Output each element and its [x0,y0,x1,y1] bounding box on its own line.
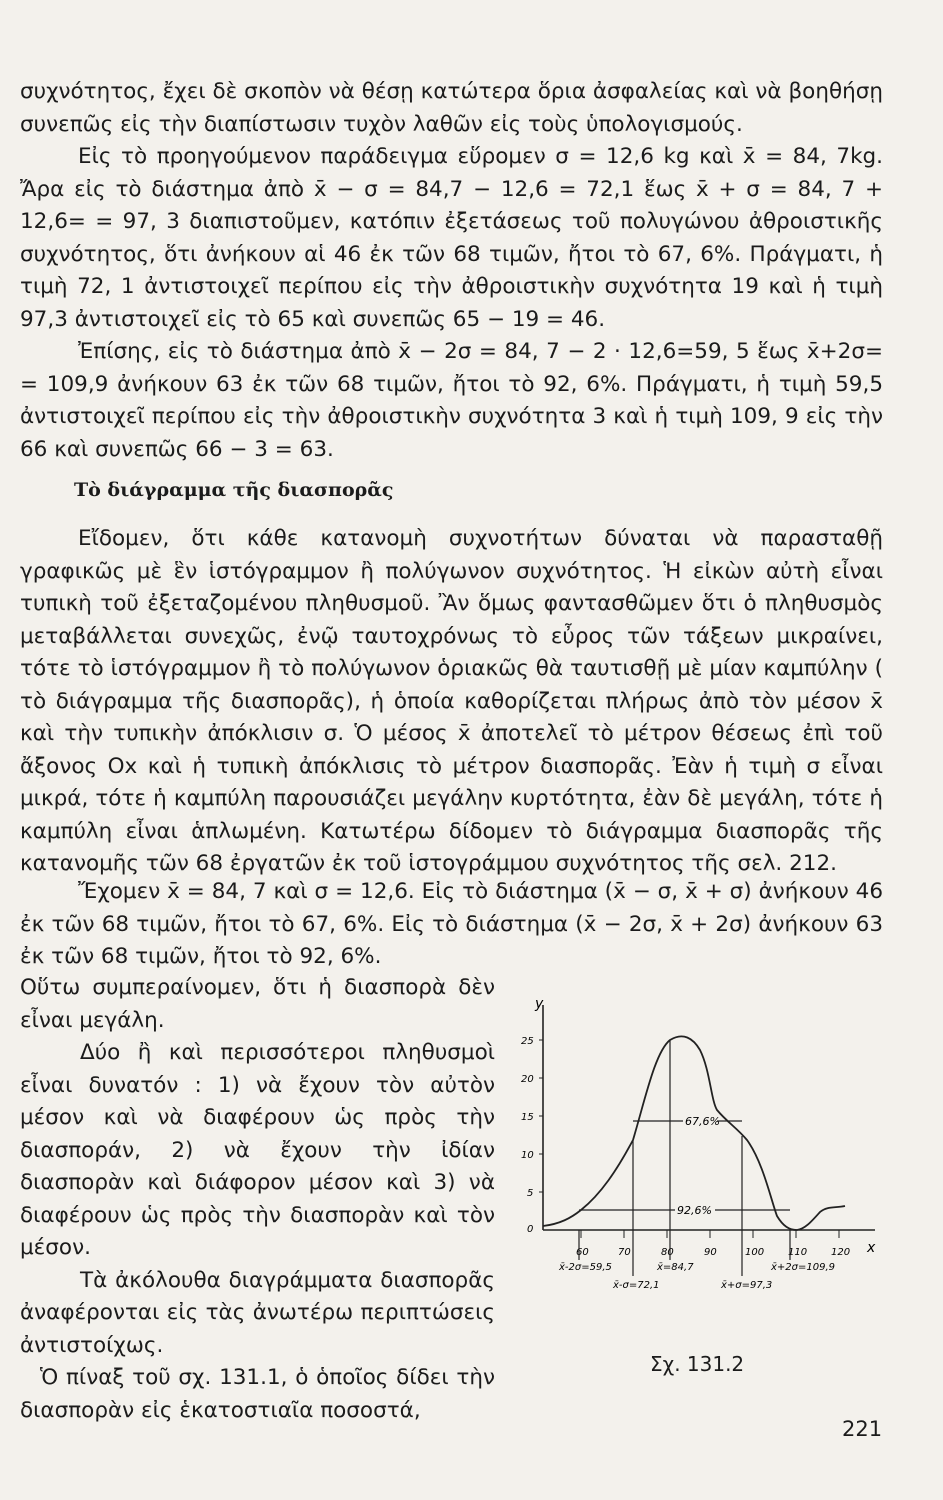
mark-plus1s: x̄+σ=97,3 [721,1280,773,1291]
paragraph-9: Ὁ πίναξ τοῦ σχ. 131.1, ὁ ὁποῖος δίδει τὴν διασπορὰν εἰς ἑκατοστιαῖα ποσοστά, [20,1365,495,1423]
label-1sigma: 67,6% [685,1115,720,1128]
paragraph-6: Οὕτω συμπεραίνομεν, ὅτι ἡ διασπορὰ δὲν εἶναι μεγάλη. [20,975,495,1033]
dispersion-diagram [505,990,885,1320]
interval-1sigma [633,1115,742,1128]
y-tick: 20 [521,1074,534,1085]
sigma-lines [579,1040,790,1276]
section-heading: Τὸ διάγραμμα τῆς διασπορᾶς [74,479,394,501]
interval-2sigma [579,1204,790,1217]
mark-mean: x̄=84,7 [657,1262,694,1273]
y-tick: 25 [521,1036,534,1047]
x-tick: 90 [704,1247,717,1258]
y-tick: 5 [527,1188,534,1199]
x-tick: 70 [618,1247,631,1258]
page-number: 221 [842,1417,883,1441]
x-tick: 60 [576,1247,589,1258]
figure-caption: Σχ. 131.2 [650,1352,745,1376]
y-tick: 0 [527,1224,534,1235]
paragraph-2: Εἰς τὸ προηγούμενον παράδειγμα εὕρομεν σ = 12,6 kg καὶ x̄ = 84, 7kg. Ἄρα εἰς τὸ διάστημα ἀπὸ x̄ − σ = 84,7 − 12,6 = 72,1 ἕως x̄ + σ = 84, 7 + 12,6= = 97, 3 διαπιστοῦμεν, κατόπιν ἐξετάσεως τοῦ πολυγώνου ἀθροιστικῆς συχνότητος, ὅτι ἀνήκουν αἱ 46 ἐκ τῶν 68 τιμῶν, ἤτοι τὸ 67, 6%. Πράγματι, ἡ τιμὴ 72, 1 ἀντιστοιχεῖ περίπου εἰς τὴν ἀθροιστικὴν συχνότητα 19 καὶ ἡ τιμὴ 97,3 ἀντιστοιχεῖ εἰς τὸ 65 καὶ συνεπῶς 65 − 19 = 46. [20,144,883,332]
paragraph-8: Τὰ ἀκόλουθα διαγράμματα διασπορᾶς ἀναφέρονται εἰς τὰς ἀνωτέρω περιπτώσεις ἀντιστοίχως. [20,1267,495,1358]
mark-plus2s: x̄+2σ=109,9 [771,1262,836,1273]
x-tick: 100 [745,1247,765,1258]
y-tick: 15 [521,1112,534,1123]
narrow-column [20,972,495,1427]
paragraph-4: Εἴδομεν, ὅτι κάθε κατανομὴ συχνοτήτων δύναται νὰ παρασταθῇ γραφικῶς μὲ ἓν ἱστόγραμμον ἢ πολύγωνον συχνότητος. Ἡ εἰκὼν αὐτὴ εἶναι τυπικὴ τοῦ ἐξεταζομένου πληθυσμοῦ. Ἂν ὅμως φαντασθῶμεν ὅτι ὁ πληθυσμὸς μεταβάλλεται συνεχῶς, ἐνῷ ταυτοχρόνως τὸ εὖρος τῶν τάξεων μικραίνει, τότε τὸ ἱστόγραμμον ἢ τὸ πολύγωνον ὁριακῶς θὰ ταυτισθῇ μὲ μίαν καμπύλην ( τὸ διάγραμμα τῆς διασπορᾶς), ἡ ὁποία καθορίζεται πλήρως ἀπὸ τὸν μέσον x̄ καὶ τὴν τυπικὴν ἀπόκλισιν σ. Ὁ μέσος x̄ ἀποτελεῖ τὸ μέτρον θέσεως ἐπὶ τοῦ ἄξονος Ox καὶ ἡ τυπικὴ ἀπόκλισις τὸ μέτρον διασπορᾶς. Ἐὰν ἡ τιμὴ σ εἶναι μικρά, τότε ἡ καμπύλη παρουσιάζει μεγάλην κυρτότητα, ἐὰν δὲ μεγάλη, τότε ἡ καμπύλη εἶναι ἁπλωμένη. Κατωτέρω δίδομεν τὸ διάγραμμα διασπορᾶς τῆς κατανομῆς τῶν 68 ἐργατῶν ἐκ τοῦ ἱστογράμμου συχνότητος τῆς σελ. 212. [20,526,883,876]
x-tick: 110 [788,1247,808,1258]
label-2sigma: 92,6% [677,1204,712,1217]
mark-minus2s: x̄-2σ=59,5 [559,1262,612,1273]
paragraph-1: συχνότητος, ἔχει δὲ σκοπὸν νὰ θέσῃ κατώτερα ὅρια ἀσφαλείας καὶ νὰ βοηθήσῃ συνεπῶς εἰς τὴν διαπίστωσιν τυχὸν λαθῶν εἰς τοὺς ὑπολογισμούς. [20,79,883,137]
y-axis-label: y [535,996,544,1012]
mark-minus1s: x̄-σ=72,1 [613,1280,660,1291]
x-axis-label: x [867,1240,876,1256]
x-tick: 120 [831,1247,851,1258]
paragraph-3: Ἐπίσης, εἰς τὸ διάστημα ἀπὸ x̄ − 2σ = 84, 7 − 2 · 12,6=59, 5 ἕως x̄+2σ= = 109,9 ἀνήκουν 63 ἐκ τῶν 68 τιμῶν, ἤτοι τὸ 92, 6%. Πράγματι, ἡ τιμὴ 59,5 ἀντιστοιχεῖ περίπου εἰς τὴν ἀθροιστικὴν συχνότητα 3 καὶ ἡ τιμὴ 109, 9 εἰς τὴν 66 καὶ συνεπῶς 66 − 3 = 63. [20,339,883,462]
dispersion-curve [543,1036,845,1230]
x-tick: 80 [661,1247,674,1258]
paragraph-5: Ἔχομεν x̄ = 84, 7 καὶ σ = 12,6. Εἰς τὸ διάστημα (x̄ − σ, x̄ + σ) ἀνήκουν 46 ἐκ τῶν 68 τιμῶν, ἤτοι τὸ 67, 6%. Εἰς τὸ διάστημα (x̄ − 2σ, x̄ + 2σ) ἀνήκουν 63 ἐκ τῶν 68 τιμῶν, ἤτοι τὸ 92, 6%. [20,879,883,969]
x-ticks [576,1230,850,1258]
y-ticks [521,1036,543,1235]
paragraph-7: Δύο ἢ καὶ περισσότεροι πληθυσμοὶ εἶναι δυνατόν : 1) νὰ ἔχουν τὸν αὐτὸν μέσον καὶ νὰ διαφέρουν ὡς πρὸς τὴν διασποράν, 2) νὰ ἔχουν τὴν ἰδίαν διασπορὰν καὶ διάφορον μέσον καὶ 3) νὰ διαφέρουν ὡς πρὸς τὴν διασπορὰν καὶ τὸν μέσον. [20,1040,495,1260]
y-tick: 10 [521,1150,534,1161]
